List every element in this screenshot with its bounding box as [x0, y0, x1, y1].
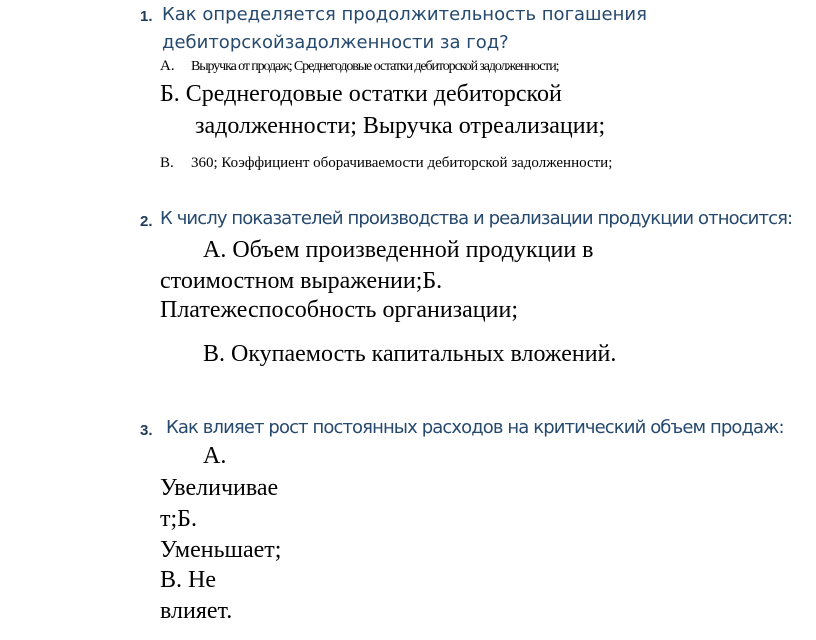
q2-number: 2.	[140, 213, 153, 230]
q1-text-line1: Как определяется продолжительность погашения	[162, 4, 647, 25]
q3-answer-line: Увеличивае	[160, 475, 279, 501]
q1-option-a-letter: А.	[160, 58, 175, 74]
q1-number: 1.	[140, 8, 153, 25]
q1-option-c-text: 360; Коэффициент оборачиваемости дебиторской задолженности;	[191, 155, 613, 171]
q2-text: К числу показателей производства и реализации продукции относится:	[160, 208, 793, 229]
q3-answer-line: Уменьшает;	[160, 537, 282, 563]
q3-answer-line: В. Не	[160, 567, 216, 593]
q3-number: 3.	[140, 422, 153, 439]
q3-answer-line: т;Б.	[160, 506, 197, 532]
q1-option-a-text: Выручка от продаж; Среднегодовые остатки дебиторской задолженности;	[191, 59, 559, 74]
q1-text-line2: дебиторскойзадолженности за год?	[162, 32, 509, 53]
q3-answer-line: влияет.	[160, 598, 233, 624]
q3-text: Как влияет рост постоянных расходов на критический объем продаж:	[166, 417, 784, 438]
q1-option-b-line2: задолженности; Выручка отреализации;	[195, 113, 606, 139]
q1-option-b-line1: Б. Среднегодовые остатки дебиторской	[160, 81, 562, 107]
q1-option-c-letter: В.	[160, 155, 174, 171]
q2-option-a-line2: стоимостном выражении;Б.	[160, 268, 443, 294]
q3-answer-line: А.	[203, 443, 227, 469]
q2-option-a-line1: А. Объем произведенной продукции в	[203, 237, 594, 263]
q2-option-c: В. Окупаемость капитальных вложений.	[203, 341, 617, 367]
q2-option-b-line: Платежеспособность организации;	[160, 297, 518, 323]
